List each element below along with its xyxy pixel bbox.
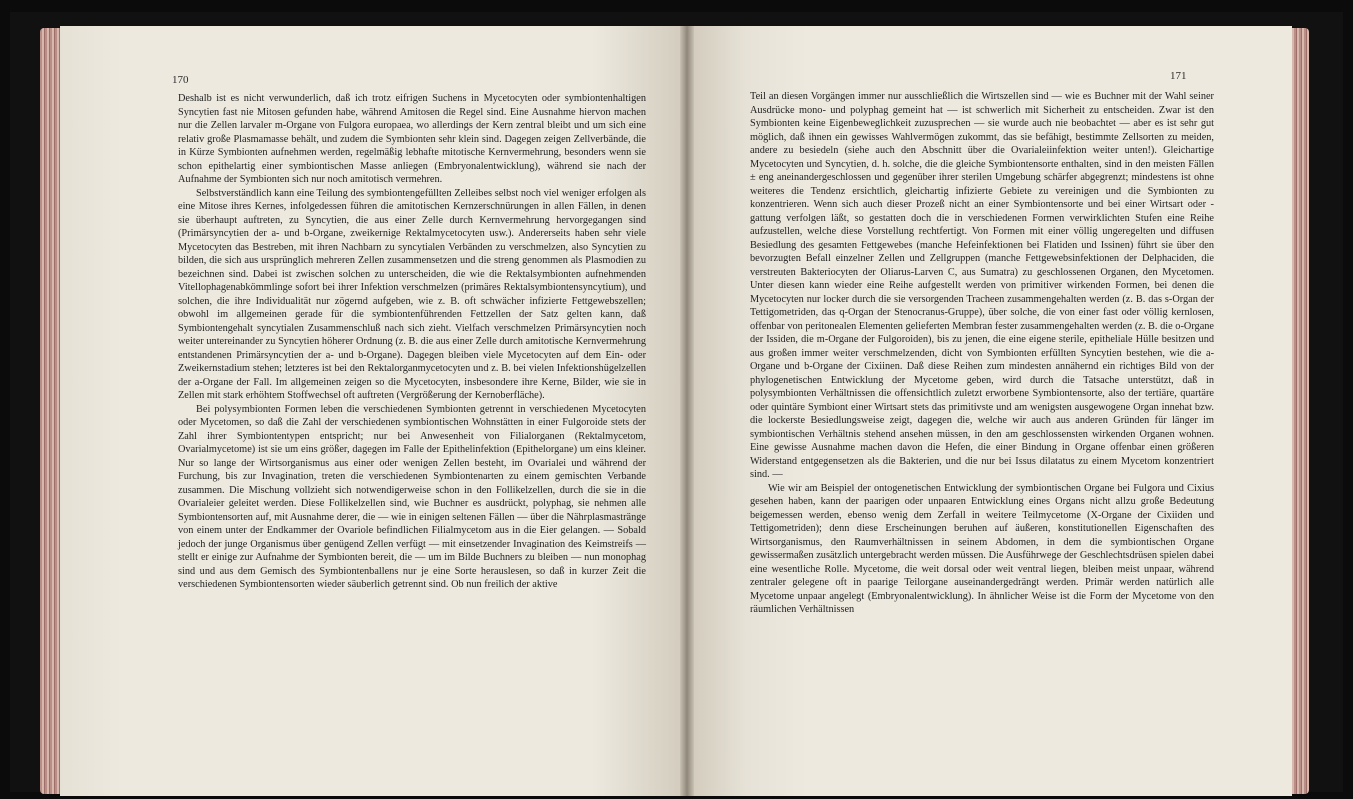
paragraph: Teil an diesen Vorgängen immer nur ausschließlich die Wirtszellen sind — wie es Buchner mit der Wahl seiner Ausdrücke mono- und polyphag gemeint hat — ist schwerlich mit Sicherheit zu entscheiden. Zwar ist den Symbionten keine Eigenbeweglichkeit zuzusprechen — sie wurde auch nie beobachtet — aber es ist sehr gut möglich, daß ihnen ein gewisses Wahlvermögen zukommt, das sie befähigt, bestimmte Zellsorten zu meiden, andere zu besiedeln (siehe auch den Abschnitt über die Ovarialeiinfektion weiter unten!). Gleichartige Mycetocyten und Syncytien, d. h. solche, die die gleiche Symbiontensorte enthalten, sind in den meisten Fällen ± eng aneinandergeschlossen und gegenüber ihrer sterilen Umgebung schärfer abgegrenzt; mindestens ist ohne weiteres die Tendenz ersichtlich, gleichartig infizierte Gebiete zu vereinigen und die Symbionten zu konzentrieren. Wenn sich auch dieser Prozeß nicht an einer Symbiontensorte und bei einer Wirtsart oder -gattung verfolgen läßt, so gestatten doch die in verschiedenen Formen verwirklichten Stufen eine Reihe aufzustellen, welche diese Vorstellung rechtfertigt. Von Formen mit einer völlig ungeregelten und diffusen Besiedlung des gesamten Fettgewebes (manche Hefeinfektionen bei Flatiden und Issinen) führt sie über den bevorzugten Befall einzelner Zellen und Zellgruppen (manche Fettgewebsinfektionen der Delphaciden, die verstreuten Bakteriocyten der Oliarus-Larven C, aus Sumatra) zu geschlossenen Organen, den Mycetomen. Unter diesen kann wieder eine Reihe aufgestellt werden von primitiver wirkenden Formen, bei denen die Mycetocyten nur locker durch die sie versorgenden Tracheen zusammengehalten werden (z. B. das s-Organ der Tettigometriden, das q-Organ der Stenocranus-Gruppe), über solche, die von einer fast oder völlig kernlosen, offenbar von peritonealen Elementen gelieferten Membran fester zusammengehalten werden (z. B. die o-Organe der Issiden, die m-Organe der Fulgoroiden), bis zu jenen, die eine eigene sterile, epitheliale Hülle besitzen und aus großen immer weiter verschmelzenden, dicht von Symbionten erfüllten Syncytien bestehen, wie die a-Organe und b-Organe der Cixiinen. Daß diese Reihen zum mindesten annähernd ein richtiges Bild von der phylogenetischen Entwicklung der Mycetome geben, wird durch die Tatsache unterstützt, daß in polysymbionten Verhältnissen die offensichtlich zuletzt erworbene Symbiontensorte, also der tertiäre, quartäre oder quintäre Symbiont einer Wirtsart stets das primitivste und am wenigsten ausgewogene Organ innehat bzw. die lockerste Besiedlungsweise zeigt, dagegen die, welche wir auch aus anderen Gründen für länger im symbiontischen Verhältnis stehend ansehen müssen, in den am geschlossensten wirkenden Organen wohnen. Eine gewisse Ausnahme machen davon die Hefen, die einer Bindung in Organe offenbar einen größeren Widerstand entgegensetzen als die Bakterien, und die nur bei Issus dilatatus zu einem Mycetom konzentriert sind. —: [750, 91, 1214, 480]
left-text-column: [178, 92, 646, 592]
paragraph: Selbstverständlich kann eine Teilung des symbiontengefüllten Zelleibes selbst noch viel weniger erfolgen als eine Mitose ihres Kernes, infolgedessen führen die amitotischen Kernzerschnürungen in allen Fällen, in denen sie überhaupt auftreten, zu Syncytien, die aus einer Zelle durch Kernvermehrung hervorgegangen sind (Primärsyncytien der a- und b-Organe, zweikernige Rektalmycetocyten usw.). Andererseits haben sehr viele Mycetocyten das Bestreben, mit ihren Nachbarn zu syncytialen Verbänden zu verschmelzen, also Syncytien zu bilden, die sich aus ursprünglich mehreren Zellen zusammensetzen und die streng genommen als Plasmodien zu bezeichnen sind. Dabei ist zwischen solchen zu unterscheiden, die wie die Rektalsymbionten aufnehmenden Vitellophagenabkömmlinge sofort bei ihrer Infektion verschmelzen (primäres Rektalsymbiontensyncytium), und solchen, die ihre Individualität nur zögernd aufgeben, wie z. B. oft schwächer infizierte Fettgewebszellen; obwohl im allgemeinen gerade für die symbiontenführenden Fettzellen der Satz gelten kann, daß Symbiontengehalt syncytialen Zusammenschluß nach sich zieht. Vielfach verschmelzen Primärsyncytien noch weiter untereinander zu Syncytien höherer Ordnung (z. B. die aus einer Zelle durch amitotische Kernvermehrung entstandenen Primärsyncytien der a- und b-Organe). Dagegen bleiben viele Mycetocyten auf dem Ein- oder Zweikernstadium stehen; letzteres ist bei den Rektalorganmycetocyten und z. B. bei vielen Infektionshügelzellen der a-Organe der Fall. Im allgemeinen zeigen so die Mycetocyten, insbesondere ihre Kerne, Bilder, wie sie in Zellen mit stark erhöhtem Stoffwechsel oft auftreten (Vergrößerung der Kernoberfläche).: [178, 187, 646, 401]
right-page: [686, 26, 1292, 796]
paragraph: Wie wir am Beispiel der ontogenetischen Entwicklung der symbiontischen Organe bei Fulgora und Cixius gesehen haben, kann der paarigen oder unpaaren Entwicklung eines Organs nicht allzu große Bedeutung beigemessen werden, ebenso wenig dem Zerfall in weitere Teilmycetome (X-Organe der Cixiiden und Tettigometriden); denn diese Erscheinungen beruhen auf äußeren, konstitutionellen Eigenschaften des Wirtsorganismus, den Raumverhältnissen in seinem Abdomen, in dem die symbiontischen Organe gewissermaßen zusätzlich untergebracht werden müssen. Die Ausführwege der Geschlechtsdrüsen spielen dabei eine wesentliche Rolle. Mycetome, die weit dorsal oder weit ventral liegen, bleiben meist unpaar, während zentraler gelegene oft in paarige Teilorgane auseinandergedrängt werden. Primär werden natürlich alle Mycetome unpaar angelegt (Embryonalentwicklung). In ähnlicher Weise ist die Form der Mycetome von den räumlichen Verhältnissen: [750, 482, 1214, 615]
paragraph: Deshalb ist es nicht verwunderlich, daß ich trotz eifrigen Suchens in Mycetocyten oder symbiontenhaltigen Syncytien fast nie Mitosen gefunden habe, während Amitosen die Regel sind. Eine Ausnahme hiervon machen nur die Zellen larvaler m-Organe von Fulgora europaea, wo allerdings der Kern zentral bleibt und um sich eine relativ große Plasmamasse behält, und zudem die Symbionten sehr klein sind. Dagegen zeigen Zellverbände, die in Kürze Symbionten aufnehmen werden, regelmäßig lebhafte mitotische Kernvermehrung, besonders wenn sie schon epithelartig einer symbiontischen Masse anliegen (Embryonalentwicklung), während sie nach der Aufnahme der Symbionten sich nur noch amitotisch vermehren.: [178, 93, 646, 185]
book-gutter: [680, 26, 694, 796]
paragraph: Bei polysymbionten Formen leben die verschiedenen Symbionten getrennt in verschiedenen Mycetocyten oder Mycetomen, so daß die Zahl der verschiedenen symbiontischen Wohnstätten in einer Fulgoroide stets der Zahl ihrer Symbiontentypen entspricht; nur bei Anwesenheit von Filialorganen (Rektalmycetom, Ovarialmycetome) ist sie um eins größer, dagegen im Falle der Epithelinfektion (Epithelorgane) um eins kleiner. Nur so lange der Wirtsorganismus aus einer oder wenigen Zellen besteht, im Ovarialei und während der Furchung, bis zur Invagination, treten die verschiedenen Symbiontenarten zu einem gemischten Verbande zusammen. Die Mischung vollzieht sich notwendigerweise schon in den Follikelzellen, durch die sie in die Ovarialeier geleitet werden. Diese Follikelzellen sind, wie Buchner es ausdrückt, polyphag, sie nehmen alle Symbiontensorten auf, mit Ausnahme derer, die — wie in einigen seltenen Fällen — über die Nährplasmastränge von einem unter der Endkammer der Ovariole befindlichen Filialmycetom aus in die Eier gelangen. — Sobald jedoch der junge Organismus über genügend Zellen verfügt — mit einsetzender Invagination des Keimstreifs — stellt er einige zur Aufnahme der Symbionten bereit, die — um im Bilde Buchners zu bleiben — nun monophag sind und aus dem Gemisch des Symbiontenballens nur je eine Sorte herauslesen, so daß in kurzer Zeit die verschiedenen Symbiontensorten wieder säuberlich getrennt sind. Ob nun freilich der aktive: [178, 403, 646, 590]
page-number-left: 170: [172, 74, 189, 86]
left-page: [60, 26, 686, 796]
page-number-right: 171: [1170, 70, 1187, 82]
right-text-column: [750, 90, 1214, 617]
